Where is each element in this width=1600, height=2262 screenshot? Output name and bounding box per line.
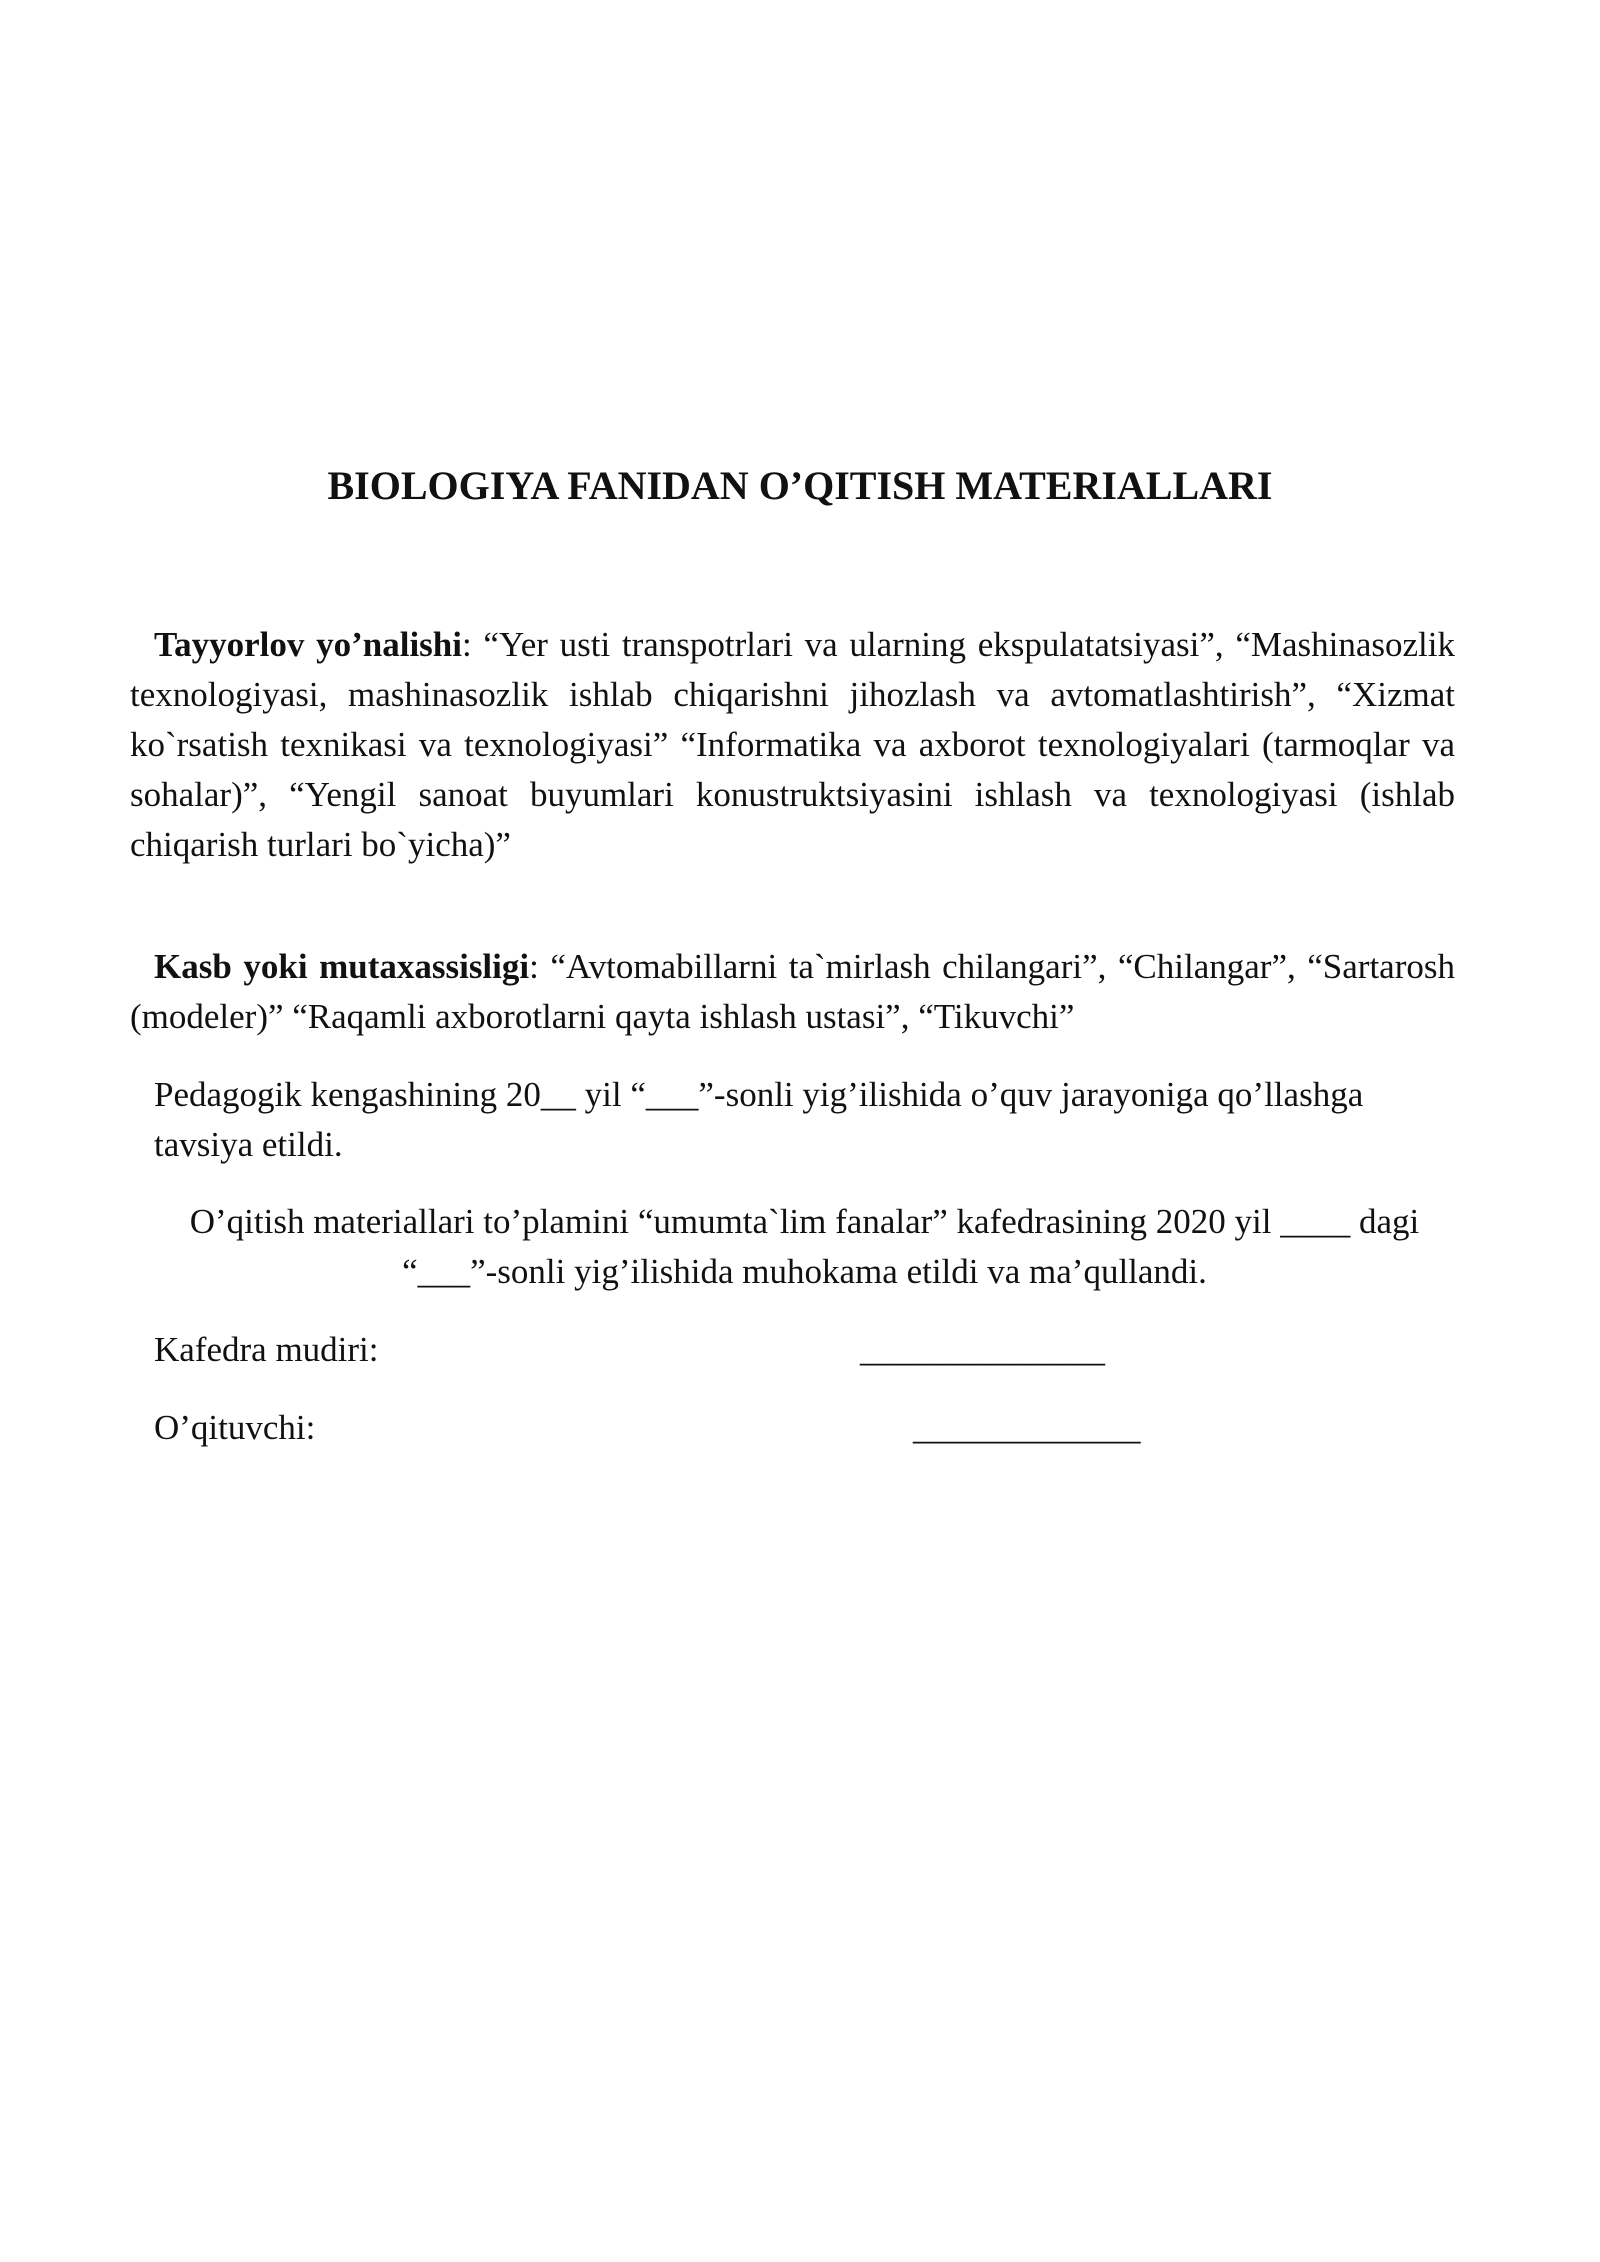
profession-label: Kasb yoki mutaxassisligi <box>154 947 530 986</box>
document-title: BIOLOGIYA FANIDAN O’QITISH MATERIALLARI <box>327 463 1273 508</box>
teacher-signature-line: _____________ <box>913 1408 1141 1447</box>
direction-label: Tayyorlov yo’nalishi <box>154 625 462 664</box>
teacher-label: O’qituvchi: <box>154 1408 316 1447</box>
profession-text: : “Avtomabillarni ta`mirlash chilangari”, “Chilangar”, “Sartarosh (modeler)” “Raqamli axborotlarni qayta ishlash ustasi”, “Tikuvchi” <box>130 947 1455 1036</box>
recommendation-paragraph: Pedagogik kengashining 20__ yil “___”-sonli yig’ilishida o’quv jarayoniga qo’llashga tavsiya etildi. <box>154 1075 1364 1164</box>
profession-paragraph <box>130 942 1455 1042</box>
department-head-label: Kafedra mudiri: <box>154 1330 379 1369</box>
direction-paragraph <box>130 620 1455 870</box>
direction-text: : “Yer usti transpotrlari va ularning ekspulatatsiyasi”, “Mashinasozlik texnologiyasi, mashinasozlik ishlab chiqarishni jihozlash va avtomatlashtirish”, “Xizmat ko`rsatish texnikasi va texnologiyasi” “Informatika va axborot texnologiyalari (tarmoqlar va sohalar)”, “Yengil sanoat buyumlari konustruktsiyasini ishlash va texnologiyasi (ishlab chiqarish turlari bo`yicha)” <box>130 625 1455 864</box>
department-head-signature-line: ______________ <box>860 1330 1105 1369</box>
discussion-paragraph: O’qitish materiallari to’plamini “umumta`lim fanalar” kafedrasining 2020 yil ____ dagi “___”-sonli yig’ilishida muhokama etildi va ma’qullandi. <box>189 1202 1420 1291</box>
